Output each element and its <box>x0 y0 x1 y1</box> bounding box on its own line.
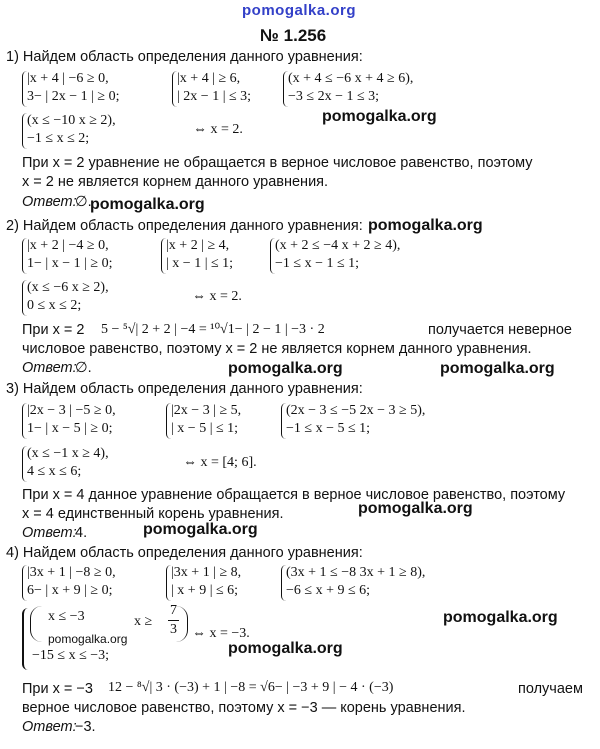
s3-d1: (x ≤ −1 x ≥ 4), <box>27 446 109 461</box>
section-3-heading: 3) Найдем область определения данного уравнения: <box>6 381 363 397</box>
s2-a1: |x + 2 | −4 ≥ 0, <box>27 238 109 253</box>
s2-text-1a: При x = 2 <box>22 322 85 338</box>
s2-answer: ∅. <box>75 360 92 376</box>
fraction-bar <box>168 620 179 621</box>
s4-d1a: x ≤ −3 <box>48 609 85 624</box>
s2-result: ⇔ x = 2. <box>192 289 242 304</box>
s1-d1: (x ≤ −10 x ≥ 2), <box>27 113 116 128</box>
watermark: pomogalka.org <box>443 609 558 626</box>
watermark: pomogalka.org <box>90 196 205 213</box>
s3-answer-label: Ответ: <box>22 525 77 541</box>
s1-a1: |x + 4 | −6 ≥ 0, <box>27 71 109 86</box>
s4-d2: −15 ≤ x ≤ −3; <box>32 648 110 663</box>
section-4-heading: 4) Найдем область определения данного уравнения: <box>6 545 363 561</box>
s4-fraction-num: 7 <box>170 603 177 618</box>
s1-c2: −3 ≤ 2x − 1 ≤ 3; <box>288 89 380 104</box>
s4-answer-label: Ответ: <box>22 719 77 735</box>
s2-text-2: числовое равенство, поэтому x = 2 не является корнем данного уравнения. <box>22 341 532 357</box>
s1-b2: | 2x − 1 | ≤ 3; <box>177 89 252 104</box>
section-1-heading: 1) Найдем область определения данного уравнения: <box>6 49 363 65</box>
watermark: pomogalka.org <box>440 360 555 377</box>
s4-a1: |3x + 1 | −8 ≥ 0, <box>27 565 116 580</box>
problem-number: № 1.256 <box>260 26 327 45</box>
s3-text-1: При x = 4 данное уравнение обращается в верное числовое равенство, поэтому <box>22 487 566 503</box>
s4-b1: |3x + 1 | ≥ 8, <box>171 565 242 580</box>
system-brace <box>22 608 30 670</box>
s3-a1: |2x − 3 | −5 ≥ 0, <box>27 403 116 418</box>
s1-answer-label: Ответ: <box>22 194 77 210</box>
s3-b2: | x − 5 | ≤ 1; <box>171 421 239 436</box>
watermark: pomogalka.org <box>368 217 483 234</box>
s3-d2: 4 ≤ x ≤ 6; <box>27 464 82 479</box>
s2-a2: 1− | x − 1 | ≥ 0; <box>27 256 113 271</box>
s2-d1: (x ≤ −6 x ≥ 2), <box>27 280 109 295</box>
s4-text-2: верное числовое равенство, поэтому x = −3 — корень уравнения. <box>22 700 466 716</box>
s4-c1: (3x + 1 ≤ −8 3x + 1 ≥ 8), <box>286 565 426 580</box>
s1-b1: |x + 4 | ≥ 6, <box>177 71 241 86</box>
s3-result: ⇔ x = [4; 6]. <box>183 455 257 470</box>
s4-d1b: x ≥ <box>134 614 153 629</box>
watermark: pomogalka.org <box>143 521 258 538</box>
s4-answer: −3. <box>75 719 96 735</box>
watermark: pomogalka.org <box>48 632 128 646</box>
s3-answer: 4. <box>75 525 88 541</box>
s1-a2: 3− | 2x − 1 | ≥ 0; <box>27 89 120 104</box>
watermark: pomogalka.org <box>322 108 437 125</box>
s1-result: ⇔ x = 2. <box>193 122 243 137</box>
s4-result: ⇔ x = −3. <box>192 626 250 641</box>
s4-equation: 12 − ⁸√| 3 · (−3) + 1 | −8 = √6− | −3 + 9 | − 4 · (−3) <box>108 680 394 695</box>
s3-c2: −1 ≤ x − 5 ≤ 1; <box>286 421 371 436</box>
s2-b1: |x + 2 | ≥ 4, <box>166 238 230 253</box>
s1-d2: −1 ≤ x ≤ 2; <box>27 131 90 146</box>
s3-text-2: x = 4 единственный корень уравнения. <box>22 506 284 522</box>
watermark: pomogalka.org <box>228 640 343 657</box>
s2-d2: 0 ≤ x ≤ 2; <box>27 298 82 313</box>
s1-text-1: При x = 2 уравнение не обращается в верное числовое равенство, поэтому <box>22 155 533 171</box>
s1-c1: (x + 4 ≤ −6 x + 4 ≥ 6), <box>288 71 414 86</box>
s4-c2: −6 ≤ x + 9 ≤ 6; <box>286 583 371 598</box>
watermark: pomogalka.org <box>228 360 343 377</box>
s2-c2: −1 ≤ x − 1 ≤ 1; <box>275 256 360 271</box>
s4-fraction-den: 3 <box>170 622 177 637</box>
s4-b2: | x + 9 | ≤ 6; <box>171 583 239 598</box>
s2-c1: (x + 2 ≤ −4 x + 2 ≥ 4), <box>275 238 401 253</box>
s2-b2: | x − 1 | ≤ 1; <box>166 256 234 271</box>
s3-c1: (2x − 3 ≤ −5 2x − 3 ≥ 5), <box>286 403 426 418</box>
s2-equation: 5 − ⁵√| 2 + 2 | −4 = ¹⁰√1− | 2 − 1 | −3 · 2 <box>101 322 325 337</box>
s2-answer-label: Ответ: <box>22 360 77 376</box>
s4-a2: 6− | x + 9 | ≥ 0; <box>27 583 113 598</box>
s3-b1: |2x − 3 | ≥ 5, <box>171 403 242 418</box>
s1-answer: ∅. <box>75 194 92 210</box>
s4-text-1a: При x = −3 <box>22 681 93 697</box>
s2-text-1c: получается неверное <box>428 322 572 338</box>
s3-a2: 1− | x − 5 | ≥ 0; <box>27 421 113 436</box>
s4-text-1c: получаем <box>518 681 583 697</box>
site-header[interactable]: pomogalka.org <box>242 2 357 19</box>
watermark: pomogalka.org <box>358 500 473 517</box>
s1-text-2: x = 2 не является корнем данного уравнения. <box>22 174 329 190</box>
section-2-heading: 2) Найдем область определения данного уравнения: <box>6 218 363 234</box>
